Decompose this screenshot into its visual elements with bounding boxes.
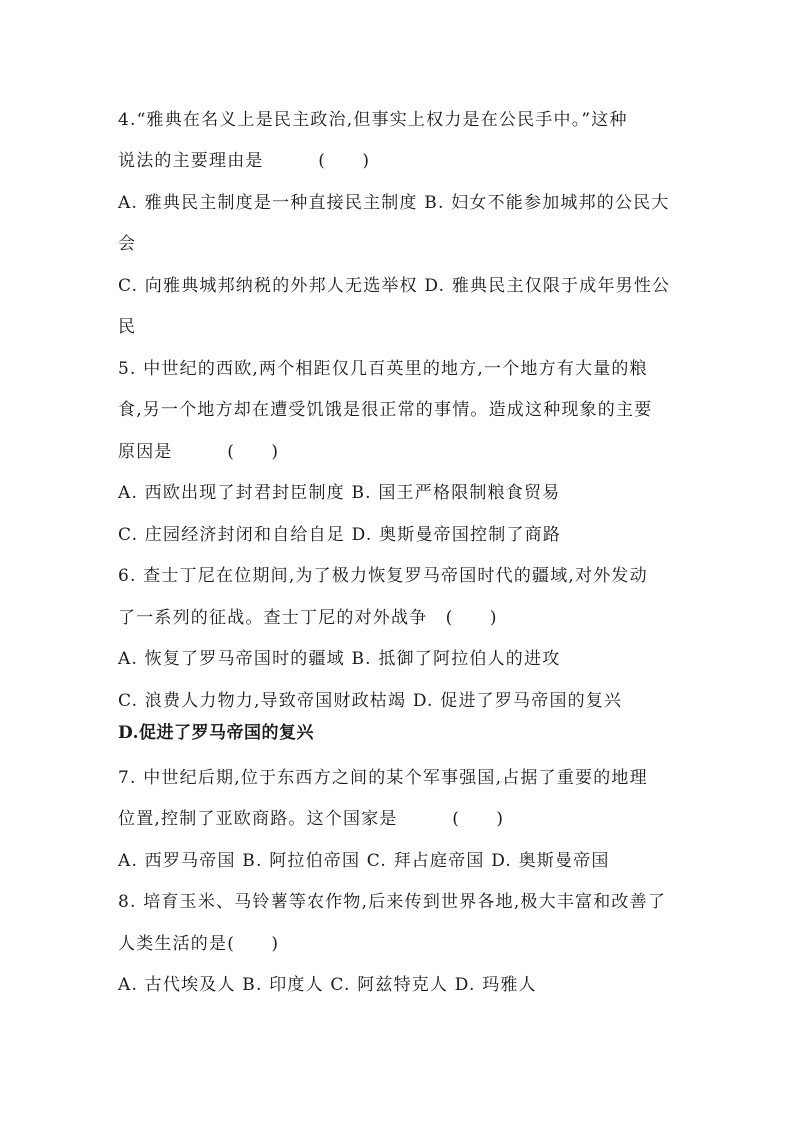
q6-stem-line-2: 了一系列的征战。查士丁尼的对外战争 ( ) bbox=[118, 608, 498, 628]
q8-option-line-1: A. 古代埃及人 B. 印度人 C. 阿兹特克人 D. 玛雅人 bbox=[118, 975, 537, 995]
q5-option-line-2: C. 庄园经济封闭和自给自足 D. 奥斯曼帝国控制了商路 bbox=[118, 525, 562, 545]
q4-stem-line-1: 4.“雅典在名义上是民主政治,但事实上权力是在公民手中。”这种 bbox=[118, 110, 628, 130]
q6-option-line-1: A. 恢复了罗马帝国时的疆域 B. 抵御了阿拉伯人的进攻 bbox=[118, 649, 561, 669]
q5-stem-line-1: 5. 中世纪的西欧,两个相距仅几百英里的地方,一个地方有大量的粮 bbox=[118, 359, 648, 379]
q4-option-line-1: A. 雅典民主制度是一种直接民主制度 B. 妇女不能参加城邦的公民大 bbox=[118, 193, 670, 213]
q7-stem-line-1: 7. 中世纪后期,位于东西方之间的某个军事强国,占据了重要的地理 bbox=[118, 768, 648, 788]
q8-stem-line-2: 人类生活的是( ) bbox=[118, 934, 280, 954]
q7-stem-line-2: 位置,控制了亚欧商路。这个国家是 ( ) bbox=[118, 809, 505, 829]
q5-stem-line-2: 食,另一个地方却在遭受饥饿是很正常的事情。造成这种现象的主要 bbox=[118, 400, 653, 420]
q4-option-line-4: 民 bbox=[118, 317, 137, 337]
q4-stem-line-2: 说法的主要理由是 ( ) bbox=[118, 151, 371, 171]
q7-option-line-1: A. 西罗马帝国 B. 阿拉伯帝国 C. 拜占庭帝国 D. 奥斯曼帝国 bbox=[118, 851, 610, 871]
q6-option-line-2: C. 浪费人力物力,导致帝国财政枯竭 D. 促进了罗马帝国的复兴 bbox=[118, 691, 623, 711]
q5-stem-line-3: 原因是 ( ) bbox=[118, 442, 280, 462]
q6-extra-line: D.促进了罗马帝国的复兴 bbox=[118, 723, 315, 743]
q4-option-line-2: 会 bbox=[118, 234, 137, 254]
q4-option-line-3: C. 向雅典城邦纳税的外邦人无选举权 D. 雅典民主仅限于成年男性公 bbox=[118, 276, 671, 296]
q5-option-line-1: A. 西欧出现了封君封臣制度 B. 国王严格限制粮食贸易 bbox=[118, 483, 561, 503]
q6-stem-line-1: 6. 查士丁尼在位期间,为了极力恢复罗马帝国时代的疆域,对外发动 bbox=[118, 566, 648, 586]
q8-stem-line-1: 8. 培育玉米、马铃薯等农作物,后来传到世界各地,极大丰富和改善了 bbox=[118, 892, 667, 912]
